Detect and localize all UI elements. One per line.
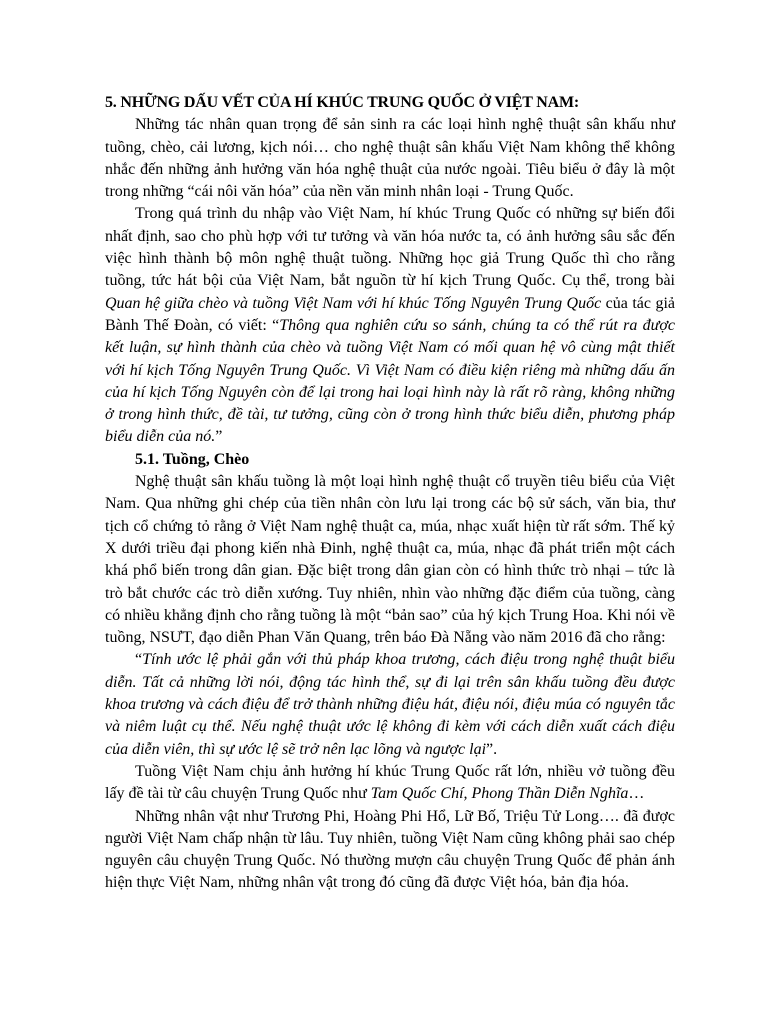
play-titles: Tam Quốc Chí, Phong Thần Diễn Nghĩa	[370, 785, 629, 803]
quote-close: ”	[215, 428, 223, 446]
paragraph-quote-phan-van-quang	[105, 649, 675, 760]
ellipsis: …	[628, 785, 645, 803]
paragraph-characters: Những nhân vật như Trương Phi, Hoàng Phi Hổ, Lữ Bố, Triệu Tử Long…. đã được người Việt Nam chấp nhận từ lâu. Tuy nhiên, tuồng Việt Nam cũng không phải sao chép nguyên câu chuyện Trung Quốc. Nó thường mượn câu chuyện Trung Quốc để phản ánh hiện thực Việt Nam, những nhân vật trong đó cũng đã được Việt hóa, bản địa hóa.	[105, 807, 675, 892]
quote-open: “	[135, 651, 143, 669]
paragraph-tuong-art: Nghệ thuật sân khấu tuồng là một loại hình nghệ thuật cổ truyền tiêu biểu của Việt Nam. Qua những ghi chép của tiền nhân còn lưu lại trong các bộ sử sách, văn bia, thư tịch cổ chứng tỏ rằng ở Việt Nam nghệ thuật ca, múa, nhạc xuất hiện từ rất sớm. Thế kỷ X dưới triều đại phong kiến nhà Đinh, nghệ thuật ca, múa, nhạc đã phát triển một cách khá phổ biến trong dân gian. Đặc biệt trong dân gian còn có hình thức trò nhại – tức là trò bắt chước các trò diễn xướng. Tuy nhiên, nhìn vào những đặc điểm của tuồng, càng có nhiều khẳng định cho rằng tuồng là một “bản sao” của hý kịch Trung Hoa. Khi nói về tuồng, NSƯT, đạo diễn Phan Văn Quang, trên báo Đà Nẵng vào năm 2016 đã cho rằng:	[105, 473, 675, 647]
cited-article-title: Quan hệ giữa chèo và tuồng Việt Nam với hí khúc Tống Nguyên Trung Quốc	[105, 294, 602, 312]
quoted-text: Tính ước lệ phải gắn với thủ pháp khoa trương, cách điệu trong nghệ thuật biểu diễn. Tất cả những lời nói, động tác hình thể, sự đi lại trên sân khấu tuồng đều được khoa trương và cách điệu để trở thành những điệu hát, điệu nói, điệu múa có nguyên tắc và niêm luật cụ thể. Nếu nghệ thuật ước lệ không đi kèm với cách diễn xuất cách điệu của diễn viên, thì sự ước lệ sẽ trở nên lạc lõng và ngược lại	[105, 651, 675, 758]
subsection-title: 5.1. Tuồng, Chèo	[135, 450, 250, 468]
quote-close: ”.	[486, 740, 498, 758]
paragraph-chinese-influence	[105, 761, 675, 806]
section-title: 5. NHỮNG DẤU VẾT CỦA HÍ KHÚC TRUNG QUỐC Ở VIỆT NAM:	[105, 94, 579, 111]
paragraph-introduction-history	[105, 203, 675, 448]
paragraph-text: Trong quá trình du nhập vào Việt Nam, hí khúc Trung Quốc có những sự biến đổi nhất định, sao cho phù hợp với tư tưởng và văn hóa nước ta, có ảnh hưởng sâu sắc đến việc hình thành bộ môn nghệ thuật tuồng. Những học giả Trung Quốc thì cho rằng tuồng, tức hát bội của Việt Nam, bắt nguồn từ hí kịch Trung Quốc. Cụ thể, trong bài	[105, 205, 675, 290]
document-body	[105, 92, 675, 895]
paragraph-intro: Những tác nhân quan trọng để sản sinh ra các loại hình nghệ thuật sân khấu như tuồng, chèo, cải lương, kịch nói… cho nghệ thuật sân khấu Việt Nam không thể không nhắc đến những ảnh hưởng văn hóa nghệ thuật của nước ngoài. Tiêu biểu ở đây là một trong những “cái nôi văn hóa” của nền văn minh nhân loại - Trung Quốc.	[105, 116, 675, 201]
paragraph-text: Tuồng Việt Nam chịu ảnh hưởng hí khúc Trung Quốc rất lớn, nhiều vở tuồng đều lấy đề tài từ câu chuyện Trung Quốc như	[105, 762, 675, 803]
cited-quote: Thông qua nghiên cứu so sánh, chúng ta có thể rút ra được kết luận, sự hình thành của chèo và tuồng Việt Nam có mối quan hệ vô cùng mật thiết với hí kịch Tống Nguyên Trung Quốc. Vì Việt Nam có điều kiện riêng mà những dấu ấn của hí kịch Tống Nguyên còn để lại trong hai loại hình này là rất rõ ràng, không những ở trong hình thức, đề tài, tư tưởng, cũng còn ở trong hình thức biểu diễn, phương pháp biểu diễn của nó.	[105, 316, 676, 446]
paragraph-text: của tác giả Bành Thế Đoàn, có viết: “	[105, 294, 675, 334]
